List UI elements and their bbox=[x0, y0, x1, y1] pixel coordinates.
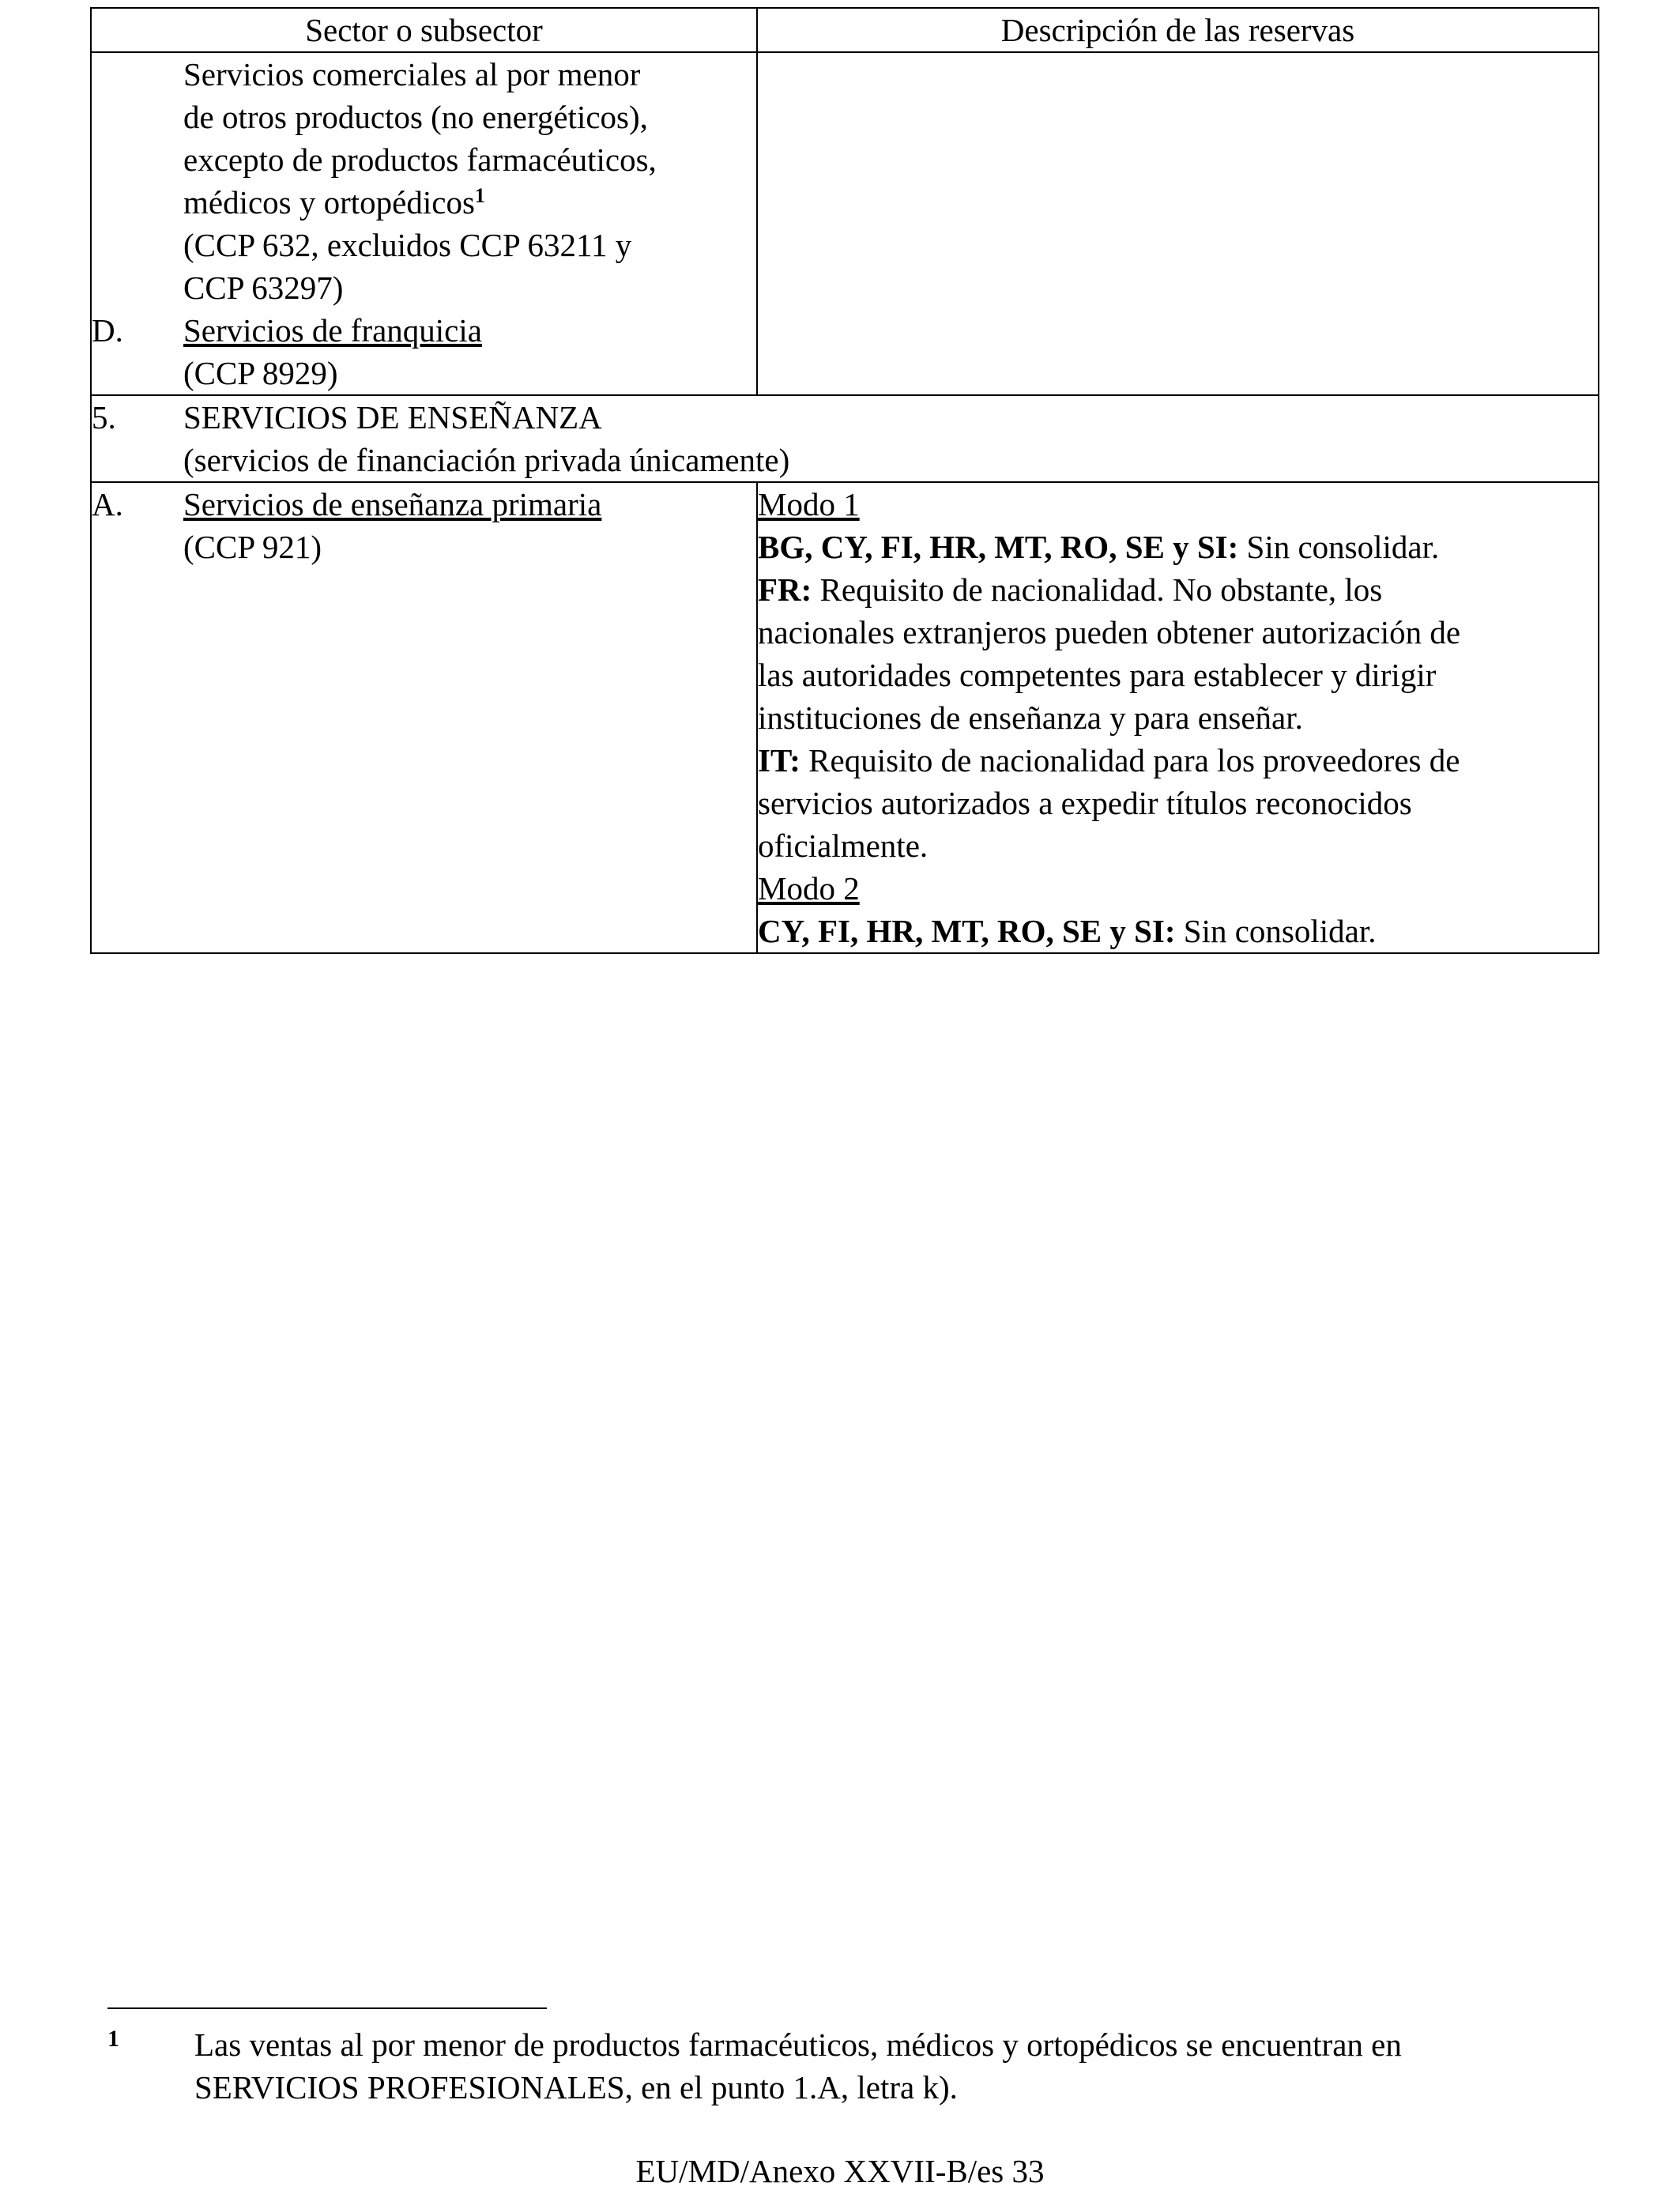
education-section-body bbox=[183, 396, 1598, 481]
retail-item bbox=[92, 53, 756, 309]
retail-line: Servicios comerciales al por menor bbox=[183, 56, 641, 92]
country-code: FR: bbox=[758, 571, 812, 608]
section-subtitle: (servicios de financiación privada únicamente) bbox=[183, 442, 790, 478]
ccp-line: CCP 63297) bbox=[183, 270, 344, 306]
primary-education-ccp: (CCP 921) bbox=[183, 529, 322, 565]
modo-2-heading: Modo 2 bbox=[758, 870, 860, 907]
primary-education-body bbox=[183, 483, 756, 568]
modo-1-reservation bbox=[758, 526, 1598, 568]
reservation-text: Requisito de nacionalidad para los proveedores de bbox=[800, 742, 1460, 778]
table-row bbox=[91, 482, 1599, 953]
footnote-line: Las ventas al por menor de productos farmacéuticos, médicos y ortopédicos se encuentran en bbox=[194, 2026, 1402, 2063]
item-label-blank bbox=[92, 53, 183, 309]
education-section bbox=[92, 396, 1598, 481]
footnote-text bbox=[194, 2023, 1601, 2109]
primary-education-title: Servicios de enseñanza primaria bbox=[183, 486, 602, 522]
reservation-text: Requisito de nacionalidad. No obstante, los bbox=[812, 571, 1383, 608]
reservation-line: oficialmente. bbox=[758, 827, 929, 864]
footnote-separator bbox=[107, 2007, 547, 2009]
reservation-line: las autoridades competentes para establecer y dirigir bbox=[758, 657, 1437, 693]
franchise-item-body bbox=[183, 309, 756, 394]
footnote-number: 1 bbox=[107, 2026, 119, 2052]
table-header-row bbox=[91, 8, 1599, 52]
primary-education-item bbox=[92, 483, 756, 568]
reservation-line: instituciones de enseñanza y para enseñar. bbox=[758, 699, 1303, 736]
reservation-line: nacionales extranjeros pueden obtener autorización de bbox=[758, 614, 1461, 650]
country-codes: CY, FI, HR, MT, RO, SE y SI: bbox=[758, 913, 1176, 949]
modo-1-heading: Modo 1 bbox=[758, 486, 860, 522]
section-number: 5. bbox=[92, 399, 116, 435]
it-reservation bbox=[758, 739, 1598, 782]
section-title: SERVICIOS DE ENSEÑANZA bbox=[183, 399, 602, 435]
ccp-line: (CCP 632, excluidos CCP 63211 y bbox=[183, 227, 632, 263]
retail-line: excepto de productos farmacéuticos, bbox=[183, 141, 657, 178]
franchise-title: Servicios de franquicia bbox=[183, 312, 482, 349]
page-identifier: EU/MD/Anexo XXVII-B/es 33 bbox=[635, 2153, 1045, 2189]
reservation-text: Sin consolidar. bbox=[1238, 529, 1440, 565]
retail-line: médicos y ortopédicos bbox=[183, 184, 475, 221]
sector-cell bbox=[91, 52, 757, 395]
sector-cell bbox=[91, 482, 757, 953]
country-codes: BG, CY, FI, HR, MT, RO, SE y SI: bbox=[758, 529, 1239, 565]
table-row bbox=[91, 52, 1599, 395]
footnote-reference[interactable]: 1 bbox=[474, 184, 485, 207]
description-cell-empty bbox=[757, 52, 1599, 395]
footnote-line: SERVICIOS PROFESIONALES, en el punto 1.A, letra k). bbox=[194, 2069, 958, 2105]
description-cell bbox=[757, 482, 1599, 953]
franchise-ccp: (CCP 8929) bbox=[183, 355, 338, 391]
fr-reservation bbox=[758, 568, 1598, 611]
franchise-item bbox=[92, 309, 756, 394]
reservations-table bbox=[90, 7, 1599, 954]
country-code: IT: bbox=[758, 742, 800, 778]
retail-line: de otros productos (no energéticos), bbox=[183, 99, 648, 135]
retail-line-with-ref bbox=[183, 181, 756, 224]
reservation-text: Sin consolidar. bbox=[1175, 913, 1377, 949]
table-row bbox=[91, 395, 1599, 482]
header-sector: Sector o subsector bbox=[91, 8, 757, 52]
header-description: Descripción de las reservas bbox=[757, 8, 1599, 52]
retail-item-body bbox=[183, 53, 756, 309]
reservation-line: servicios autorizados a expedir títulos reconocidos bbox=[758, 785, 1412, 821]
item-label: A. bbox=[92, 486, 123, 522]
section-heading-cell bbox=[91, 395, 1599, 482]
modo-2-reservation bbox=[758, 910, 1598, 952]
item-label: D. bbox=[92, 312, 123, 349]
